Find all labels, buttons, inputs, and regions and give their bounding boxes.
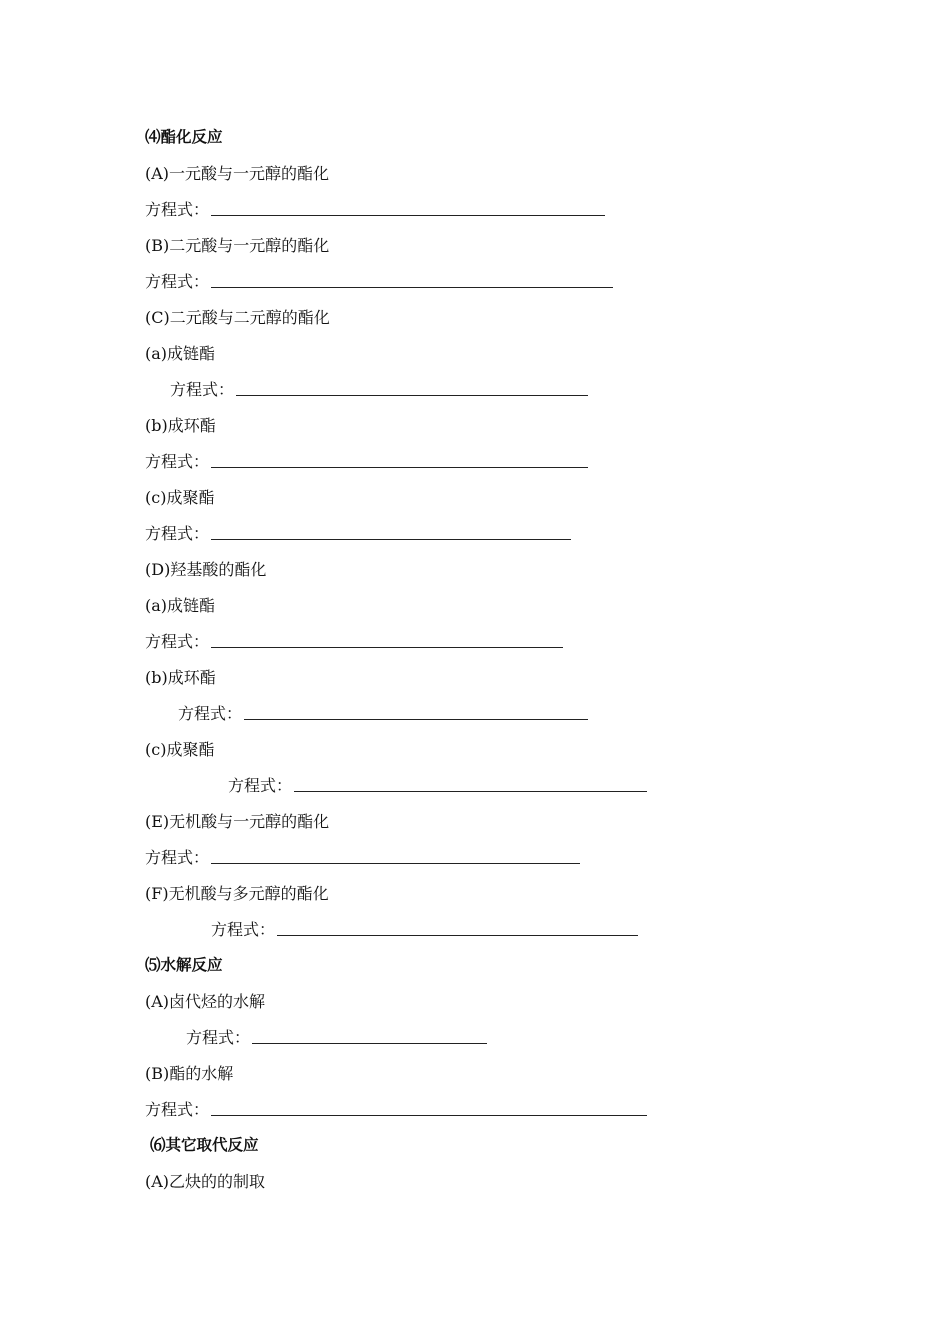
item-line <box>145 586 215 622</box>
item-line <box>145 982 265 1018</box>
item-line <box>145 730 214 766</box>
item-line <box>145 874 329 910</box>
item-line <box>145 406 216 442</box>
equation-label: 方程式： <box>145 847 210 867</box>
item-line <box>145 1054 233 1090</box>
equation-label: 方程式： <box>145 631 210 651</box>
section-heading-hydrolysis <box>145 946 223 982</box>
item-text: (b)成环酯 <box>145 667 216 687</box>
equation-label: 方程式： <box>145 199 210 219</box>
item-text: (C)二元酸与二元醇的酯化 <box>145 307 330 327</box>
answer-blank[interactable] <box>211 1101 647 1116</box>
equation-line <box>170 370 588 406</box>
answer-blank[interactable] <box>294 777 647 792</box>
equation-label: 方程式： <box>178 703 243 723</box>
item-line <box>145 802 329 838</box>
equation-line <box>145 838 580 874</box>
item-line <box>145 298 330 334</box>
equation-label: 方程式： <box>145 451 210 471</box>
item-text: (F)无机酸与多元醇的酯化 <box>145 883 329 903</box>
answer-blank[interactable] <box>277 921 638 936</box>
item-line <box>145 334 215 370</box>
equation-label: 方程式： <box>145 523 210 543</box>
item-text: (c)成聚酯 <box>145 487 215 507</box>
item-text: (A)一元酸与一元醇的酯化 <box>145 163 330 183</box>
equation-line <box>145 262 613 298</box>
equation-label: 方程式： <box>228 775 293 795</box>
item-text: (b)成环酯 <box>145 415 216 435</box>
answer-blank[interactable] <box>236 381 588 396</box>
equation-line <box>145 622 563 658</box>
equation-line <box>228 766 647 802</box>
answer-blank[interactable] <box>211 525 571 540</box>
item-line <box>145 226 329 262</box>
section-heading-esterification <box>145 118 223 154</box>
equation-label: 方程式： <box>145 1099 210 1119</box>
item-text: (A)乙炔的的制取 <box>145 1171 266 1191</box>
answer-blank[interactable] <box>211 453 588 468</box>
item-text: (A)卤代烃的水解 <box>145 991 266 1011</box>
equation-label: 方程式： <box>186 1027 251 1047</box>
section-heading-other-substitution <box>150 1126 259 1162</box>
answer-blank[interactable] <box>244 705 588 720</box>
item-line <box>145 154 329 190</box>
item-text: (a)成链酯 <box>145 595 216 615</box>
item-line <box>145 1162 265 1198</box>
equation-line <box>211 910 638 946</box>
equation-line <box>145 514 571 550</box>
item-text: (B)二元酸与一元醇的酯化 <box>145 235 330 255</box>
answer-blank[interactable] <box>211 849 580 864</box>
equation-line <box>145 442 588 478</box>
item-text: (a)成链酯 <box>145 343 216 363</box>
equation-line <box>145 1090 647 1126</box>
item-line <box>145 550 266 586</box>
equation-label: 方程式： <box>145 271 210 291</box>
heading-text: ⑸水解反应 <box>145 956 223 974</box>
heading-text: ⑹其它取代反应 <box>150 1136 259 1154</box>
answer-blank[interactable] <box>211 201 605 216</box>
item-text: (B)酯的水解 <box>145 1063 234 1083</box>
answer-blank[interactable] <box>252 1029 487 1044</box>
equation-label: 方程式： <box>211 919 276 939</box>
answer-blank[interactable] <box>211 633 563 648</box>
item-line <box>145 658 216 694</box>
item-text: (E)无机酸与一元醇的酯化 <box>145 811 330 831</box>
equation-line <box>186 1018 487 1054</box>
equation-line <box>178 694 588 730</box>
equation-line <box>145 190 605 226</box>
item-line <box>145 478 214 514</box>
item-text: (D)羟基酸的酯化 <box>145 559 267 579</box>
heading-text: ⑷酯化反应 <box>145 128 223 146</box>
answer-blank[interactable] <box>211 273 613 288</box>
equation-label: 方程式： <box>170 379 235 399</box>
item-text: (c)成聚酯 <box>145 739 215 759</box>
